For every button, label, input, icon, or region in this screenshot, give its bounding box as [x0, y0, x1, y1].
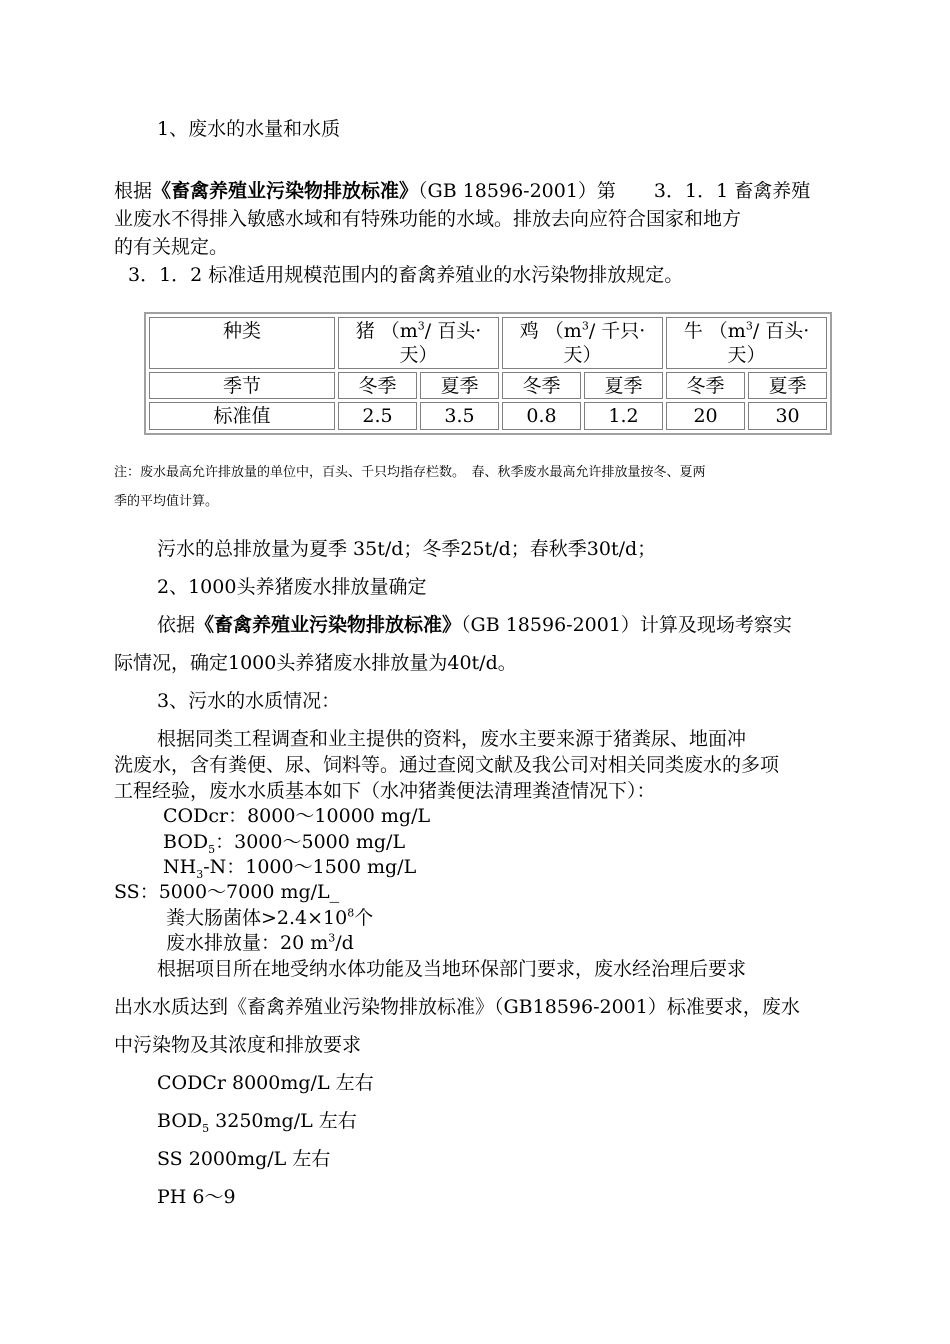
para4-line1: 根据项目所在地受纳水体功能及当地环保部门要求，废水经治理后要求: [157, 958, 747, 980]
season-winter: 冬季: [338, 372, 417, 400]
quality-coliform: 粪大肠菌体$>2.4\times 10^8$个: [166, 906, 374, 929]
table-note-line2: 季的平均值计算。: [114, 494, 219, 509]
requirement-ss: SS 2000mg/L 左右: [157, 1148, 331, 1170]
para3-line2: 洗废水，含有粪便、尿、饲料等。通过查阅文献及我公司对相关同类废水的多项: [114, 754, 780, 776]
para1-line3: 的有关规定。: [114, 236, 229, 258]
season-winter: 冬季: [666, 372, 745, 400]
quality-ss: SS：5000～7000 mg/L_: [114, 881, 340, 903]
para1-line2: 业废水不得排入敏感水域和有特殊功能的水域。排放去向应符合国家和地方: [114, 208, 742, 230]
para4-line2: 出水水质达到《畜禽养殖业污染物排放标准》（GB18596-2001）标准要求，废水: [114, 996, 800, 1018]
table-note-line1: 注：废水最高允许排放量的单位中，百头、千只均指存栏数。 春、秋季废水最高允许排放量按冬、夏两: [114, 465, 706, 480]
table-row: [149, 402, 827, 430]
quality-flow: 废水排放量：20 $m^3/d$: [166, 931, 354, 954]
requirement-ph: PH 6～9: [157, 1186, 236, 1208]
value-cell: 2.5: [338, 402, 417, 430]
value-cell: 3.5: [420, 402, 499, 430]
season-summer: 夏季: [420, 372, 499, 400]
quality-nh3n: $NH_3-N$：1000～1500 mg/L: [163, 856, 417, 881]
para1-line4: 3．1．2 标准适用规模范围内的畜禽养殖业的水污染物排放规定。: [128, 264, 684, 286]
para3-line1: 根据同类工程调查和业主提供的资料，废水主要来源于猪粪尿、地面冲: [157, 728, 747, 750]
chicken-header: 鸡 （$m^3/$ 千只· 天）: [502, 317, 663, 369]
section-3-title: 3、污水的水质情况：: [157, 690, 341, 712]
season-summer: 夏季: [748, 372, 827, 400]
cattle-header: 牛 （$m^3/$ 百头· 天）: [666, 317, 827, 369]
value-label: 标准值: [149, 402, 335, 430]
table-row: [149, 317, 827, 369]
season-winter: 冬季: [502, 372, 581, 400]
season-label: 季节: [149, 372, 335, 400]
value-cell: 30: [748, 402, 827, 430]
category-header: 种类: [149, 317, 335, 369]
requirement-bod: $BOD_5$ 3250mg/L 左右: [157, 1110, 357, 1135]
discharge-standard-table: [144, 312, 832, 435]
requirement-cod: CODCr 8000mg/L 左右: [157, 1072, 374, 1094]
season-summer: 夏季: [584, 372, 663, 400]
value-cell: 1.2: [584, 402, 663, 430]
quality-bod: $BOD_5$：3000～5000 mg/L: [163, 831, 406, 856]
value-cell: 20: [666, 402, 745, 430]
para1-line1: 根据《畜禽养殖业污染物排放标准》（GB 18596-2001）第 3．1．1 畜禽养殖: [114, 180, 811, 202]
quality-cod: CODcr：8000～10000 mg/L: [163, 805, 431, 827]
para2-line1: 依据《畜禽养殖业污染物排放标准》（GB 18596-2001）计算及现场考察实: [157, 614, 792, 636]
value-cell: 0.8: [502, 402, 581, 430]
section-2-title: 2、1000头养猪废水排放量确定: [157, 576, 427, 598]
para3-line3: 工程经验，废水水质基本如下（水冲猪粪便法清理粪渣情况下）：: [114, 780, 656, 802]
section-1-title: 1、废水的水量和水质: [157, 118, 341, 140]
pig-header: 猪 （$m^3/$ 百头· 天）: [338, 317, 499, 369]
para2-line2: 际情况，确定1000头养猪废水排放量为40t/d。: [114, 652, 517, 674]
total-discharge: 污水的总排放量为夏季 35t/d；冬季25t/d；春秋季30t/d；: [157, 538, 657, 560]
table-row: [149, 372, 827, 400]
para4-line3: 中污染物及其浓度和排放要求: [114, 1034, 362, 1056]
